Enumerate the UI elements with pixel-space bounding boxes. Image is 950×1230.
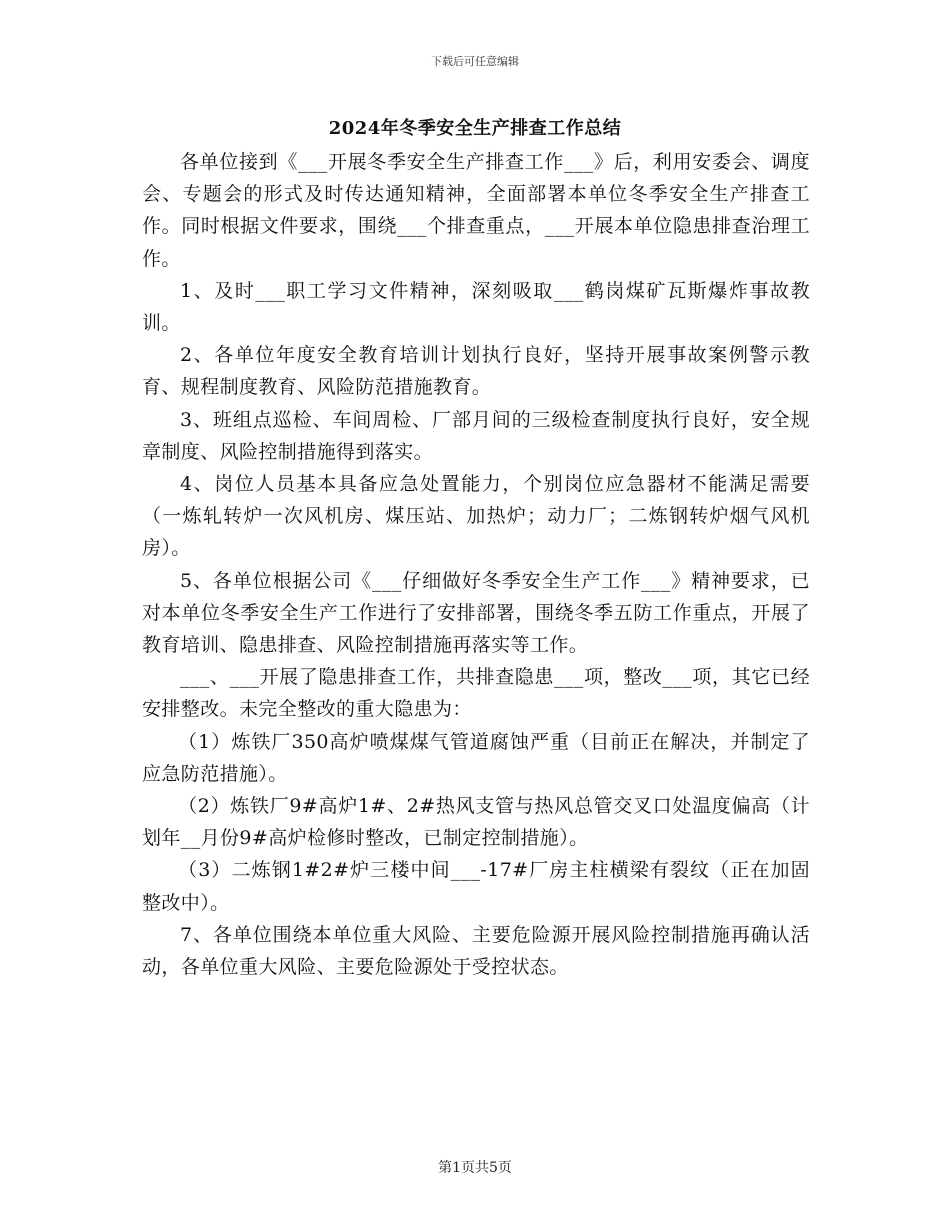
paragraph-item-1: 1、及时___职工学习文件精神，深刻吸取___鹤岗煤矿瓦斯爆炸事故教训。	[142, 279, 810, 335]
header-note: 下载后可任意编辑	[431, 55, 519, 68]
paragraph-hazard-3: （3）二炼钢1#2#炉三楼中间___-17#厂房主柱横梁有裂纹（正在加固整改中）。	[142, 859, 810, 914]
paragraph-item-5: 5、各单位根据公司《___仔细做好冬季安全生产工作___》精神要求，已对本单位冬季安全生产工作进行了安排部署，围绕冬季五防工作重点，开展了教育培训、隐患排查、风险控制措施再落实等工作。	[142, 569, 810, 657]
paragraph-item-2: 2、各单位年度安全教育培训计划执行良好，坚持开展事故案例警示教育、规程制度教育、风险防范措施教育。	[142, 344, 810, 399]
page-title: 2024年冬季安全生产排查工作总结	[328, 118, 622, 139]
paragraph-intro: 各单位接到《___开展冬季安全生产排查工作___》后，利用安委会、调度会、专题会的形式及时传达通知精神，全面部署本单位冬季安全生产排查工作。同时根据文件要求，围绕___个排查重点，___开展本单位隐患排查治理工作。	[142, 151, 810, 270]
paragraph-hazard-1: （1）炼铁厂350高炉喷煤煤气管道腐蚀严重（目前正在解决，并制定了应急防范措施）。	[142, 730, 810, 785]
page-number: 第1页共5页	[438, 1160, 512, 1176]
paragraph-item-7: 7、各单位围绕本单位重大风险、主要危险源开展风险控制措施再确认活动，各单位重大风险、主要危险源处于受控状态。	[142, 923, 810, 979]
paragraph-hazard-summary: ___、___开展了隐患排查工作，共排查隐患___项，整改___项，其它已经安排整改。未完全整改的重大隐患为：	[142, 666, 810, 721]
document-body	[142, 146, 810, 983]
paragraph-item-4: 4、岗位人员基本具备应急处置能力，个别岗位应急器材不能满足需要（一炼轧转炉一次风机房、煤压站、加热炉；动力厂；二炼钢转炉烟气风机房）。	[142, 473, 810, 560]
paragraph-item-3: 3、班组点巡检、车间周检、厂部月间的三级检查制度执行良好，安全规章制度、风险控制措施得到落实。	[142, 408, 810, 463]
paragraph-hazard-2: （2）炼铁厂9#高炉1#、2#热风支管与热风总管交叉口处温度偏高（计划年__月份9#高炉检修时整改，已制定控制措施）。	[142, 795, 810, 850]
